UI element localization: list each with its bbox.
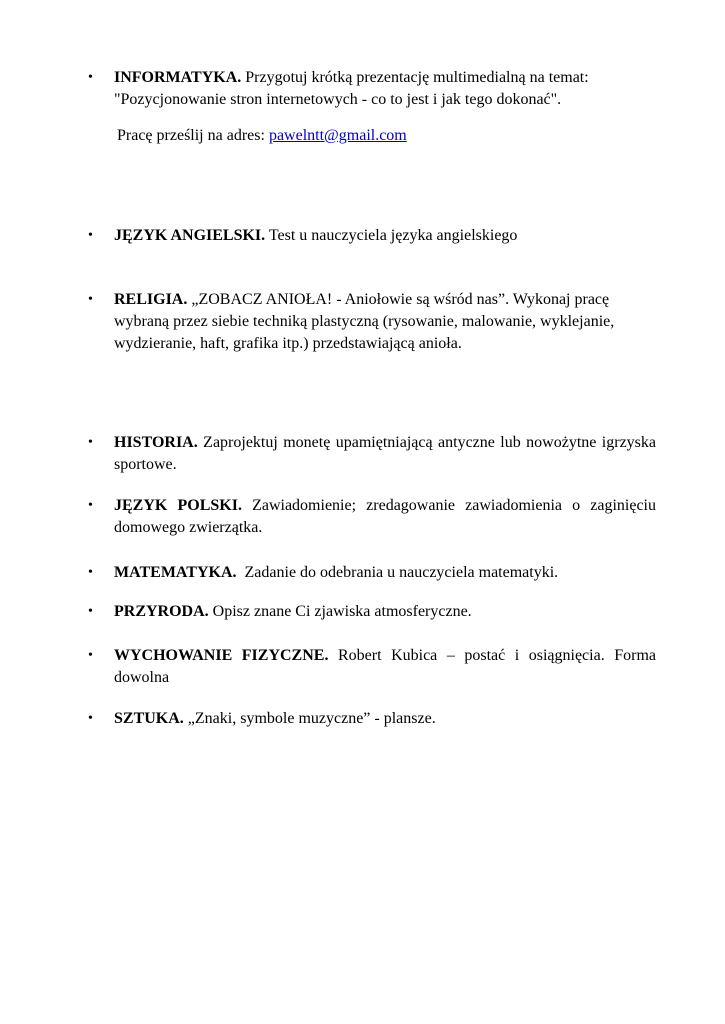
item-matematyka — [114, 562, 656, 584]
item-wf — [114, 645, 656, 689]
item-historia — [114, 432, 656, 476]
subject-polski: JĘZYK POLSKI. — [114, 497, 242, 514]
bullet-wf: • — [88, 648, 93, 663]
task-przyroda: Opisz znane Ci zjawiska atmosferyczne. — [212, 603, 472, 620]
bullet-przyroda: • — [88, 604, 93, 619]
item-religia — [114, 289, 656, 355]
task-religia: „ZOBACZ ANIOŁA! - Aniołowie są wśród nas”. Wykonaj pracę wybraną przez siebie techniką plastyczną (rysowanie, malowanie, wyklejanie, wydzieranie, haft, grafika itp.) przedstawiającą anioła. — [114, 291, 615, 352]
bullet-informatyka: • — [88, 70, 93, 85]
bullet-sztuka: • — [88, 711, 93, 726]
bullet-matematyka: • — [88, 565, 93, 580]
item-informatyka — [114, 67, 656, 111]
task-wf: Robert Kubica – postać i osiągnięcia. Forma dowolna — [114, 647, 657, 686]
task-matematyka: Zadanie do odebrania u nauczyciela matematyki. — [240, 564, 559, 581]
item-angielski — [114, 225, 656, 247]
bullet-polski: • — [88, 498, 93, 513]
bullet-historia: • — [88, 435, 93, 450]
subject-informatyka: INFORMATYKA. — [114, 69, 242, 86]
item-przyroda — [114, 601, 656, 623]
item-sztuka — [114, 708, 656, 730]
task-polski: Zawiadomienie; zredagowanie zawiadomienia o zaginięciu domowego zwierzątka. — [114, 497, 656, 536]
submission-label: Pracę prześlij na adres: — [117, 127, 265, 144]
item-polski — [114, 495, 656, 539]
subject-angielski: JĘZYK ANGIELSKI. — [114, 227, 266, 244]
subject-wf: WYCHOWANIE FIZYCZNE. — [114, 647, 329, 664]
email-link[interactable]: pawelntt@gmail.com — [268, 127, 407, 144]
task-informatyka: Przygotuj krótką prezentację multimedialną na temat: "Pozycjonowanie stron internetowych - co to jest i jak tego dokonać". — [114, 69, 589, 108]
subject-matematyka: MATEMATYKA. — [114, 564, 237, 581]
submission-line — [117, 125, 407, 147]
task-sztuka: „Znaki, symbole muzyczne” - plansze. — [187, 710, 436, 727]
subject-przyroda: PRZYRODA. — [114, 603, 209, 620]
task-angielski: Test u nauczyciela języka angielskiego — [268, 227, 518, 244]
subject-sztuka: SZTUKA. — [114, 710, 184, 727]
task-historia: Zaprojektuj monetę upamiętniającą antyczne lub nowożytne igrzyska sportowe. — [114, 434, 657, 473]
bullet-angielski: • — [88, 228, 93, 243]
subject-historia: HISTORIA. — [114, 434, 198, 451]
subject-religia: RELIGIA. — [114, 291, 188, 308]
bullet-religia: • — [88, 292, 93, 307]
